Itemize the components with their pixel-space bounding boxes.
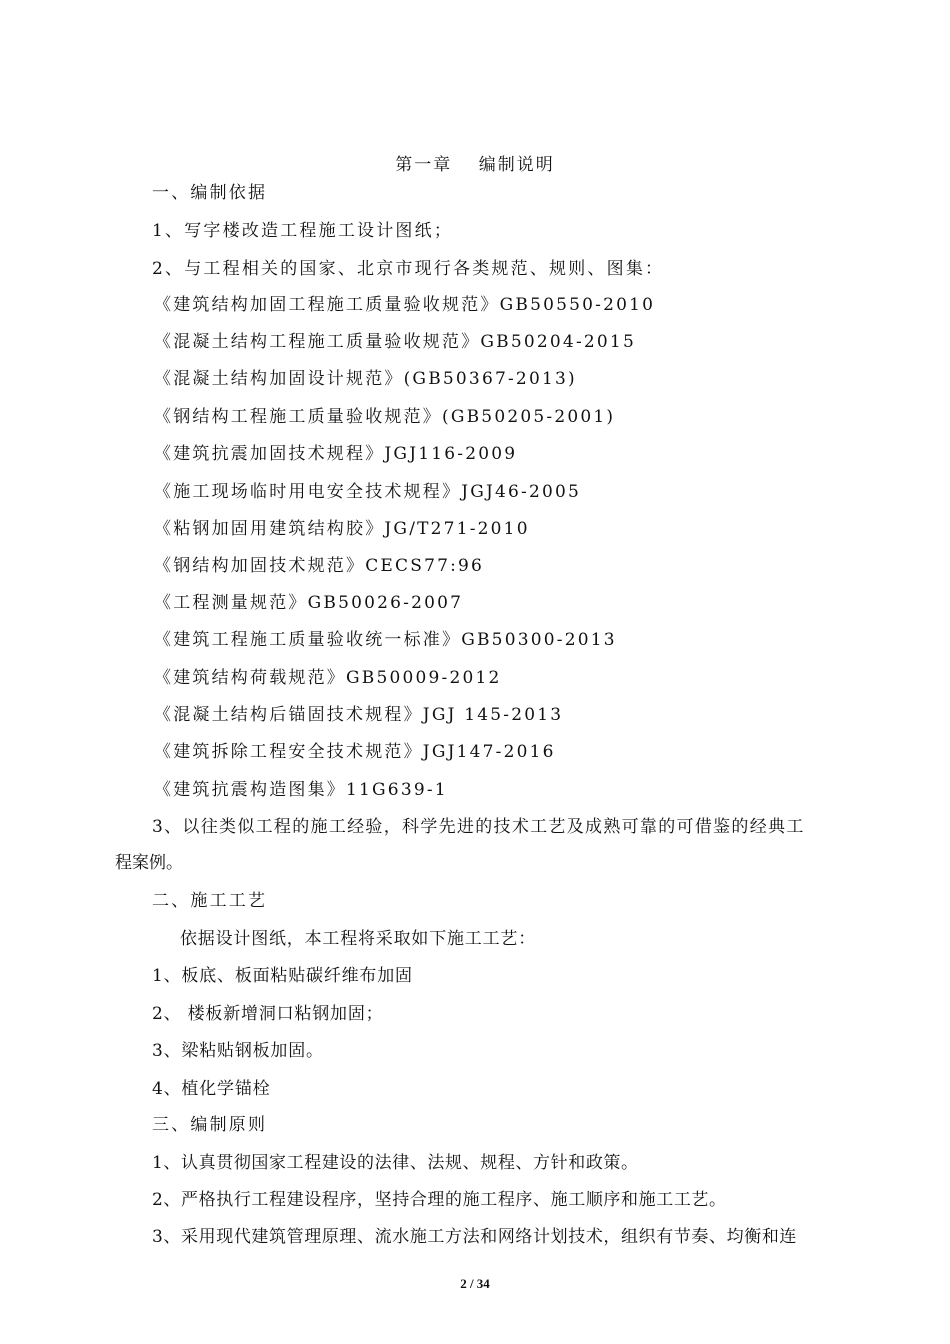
standard-item: 《建筑结构加固工程施工质量验收规范》GB50550-2010	[154, 295, 656, 315]
standard-item: 《钢结构工程施工质量验收规范》(GB50205-2001)	[154, 407, 616, 427]
standard-item: 《建筑抗震加固技术规程》JGJ116-2009	[154, 444, 518, 464]
standard-item: 《建筑拆除工程安全技术规范》JGJ147-2016	[154, 742, 556, 762]
standard-item: 《工程测量规范》GB50026-2007	[154, 593, 464, 613]
list-item: 2、严格执行工程建设程序，坚持合理的施工程序、施工顺序和施工工艺。	[152, 1190, 727, 1210]
standard-item: 《混凝土结构加固设计规范》(GB50367-2013)	[154, 369, 577, 389]
page-number: 2 / 34	[460, 1276, 490, 1291]
standard-item: 《建筑结构荷载规范》GB50009-2012	[154, 668, 502, 688]
standard-item: 《混凝土结构工程施工质量验收规范》GB50204-2015	[154, 332, 636, 352]
paragraph-line: 程案例。	[115, 853, 183, 873]
list-item: 3、梁粘贴钢板加固。	[152, 1041, 324, 1061]
standard-item: 《钢结构加固技术规范》CECS77:96	[154, 556, 485, 576]
standard-item: 《施工现场临时用电安全技术规程》JGJ46-2005	[154, 482, 582, 502]
list-item: 2、 楼板新增洞口粘钢加固；	[152, 1004, 384, 1024]
standard-item: 《混凝土结构后锚固技术规程》JGJ 145-2013	[154, 705, 564, 725]
list-item: 1、写字楼改造工程施工设计图纸；	[152, 221, 454, 241]
list-item: 1、认真贯彻国家工程建设的法律、法规、规程、方针和政策。	[152, 1153, 639, 1173]
list-item: 4、植化学锚栓	[152, 1079, 271, 1099]
paragraph-line: 3、以往类似工程的施工经验，科学先进的技术工艺及成熟可靠的可借鉴的经典工	[152, 817, 805, 837]
list-item: 3、采用现代建筑管理原理、流水施工方法和网络计划技术，组织有节奏、均衡和连	[152, 1227, 798, 1247]
list-item: 2、与工程相关的国家、北京市现行各类规范、规则、图集：	[152, 259, 665, 279]
chapter-title: 第一章 编制说明	[395, 155, 555, 175]
paragraph-line: 依据设计图纸，本工程将采取如下施工工艺：	[180, 929, 536, 949]
list-item: 1、板底、板面粘贴碳纤维布加固	[152, 966, 413, 986]
section-heading: 一、编制依据	[152, 183, 268, 203]
section-heading: 三、编制原则	[152, 1115, 268, 1135]
standard-item: 《建筑工程施工质量验收统一标准》GB50300-2013	[154, 630, 617, 650]
standard-item: 《建筑抗震构造图集》11G639-1	[154, 780, 448, 800]
section-heading: 二、施工工艺	[152, 891, 268, 911]
standard-item: 《粘钢加固用建筑结构胶》JG/T271-2010	[154, 519, 530, 539]
